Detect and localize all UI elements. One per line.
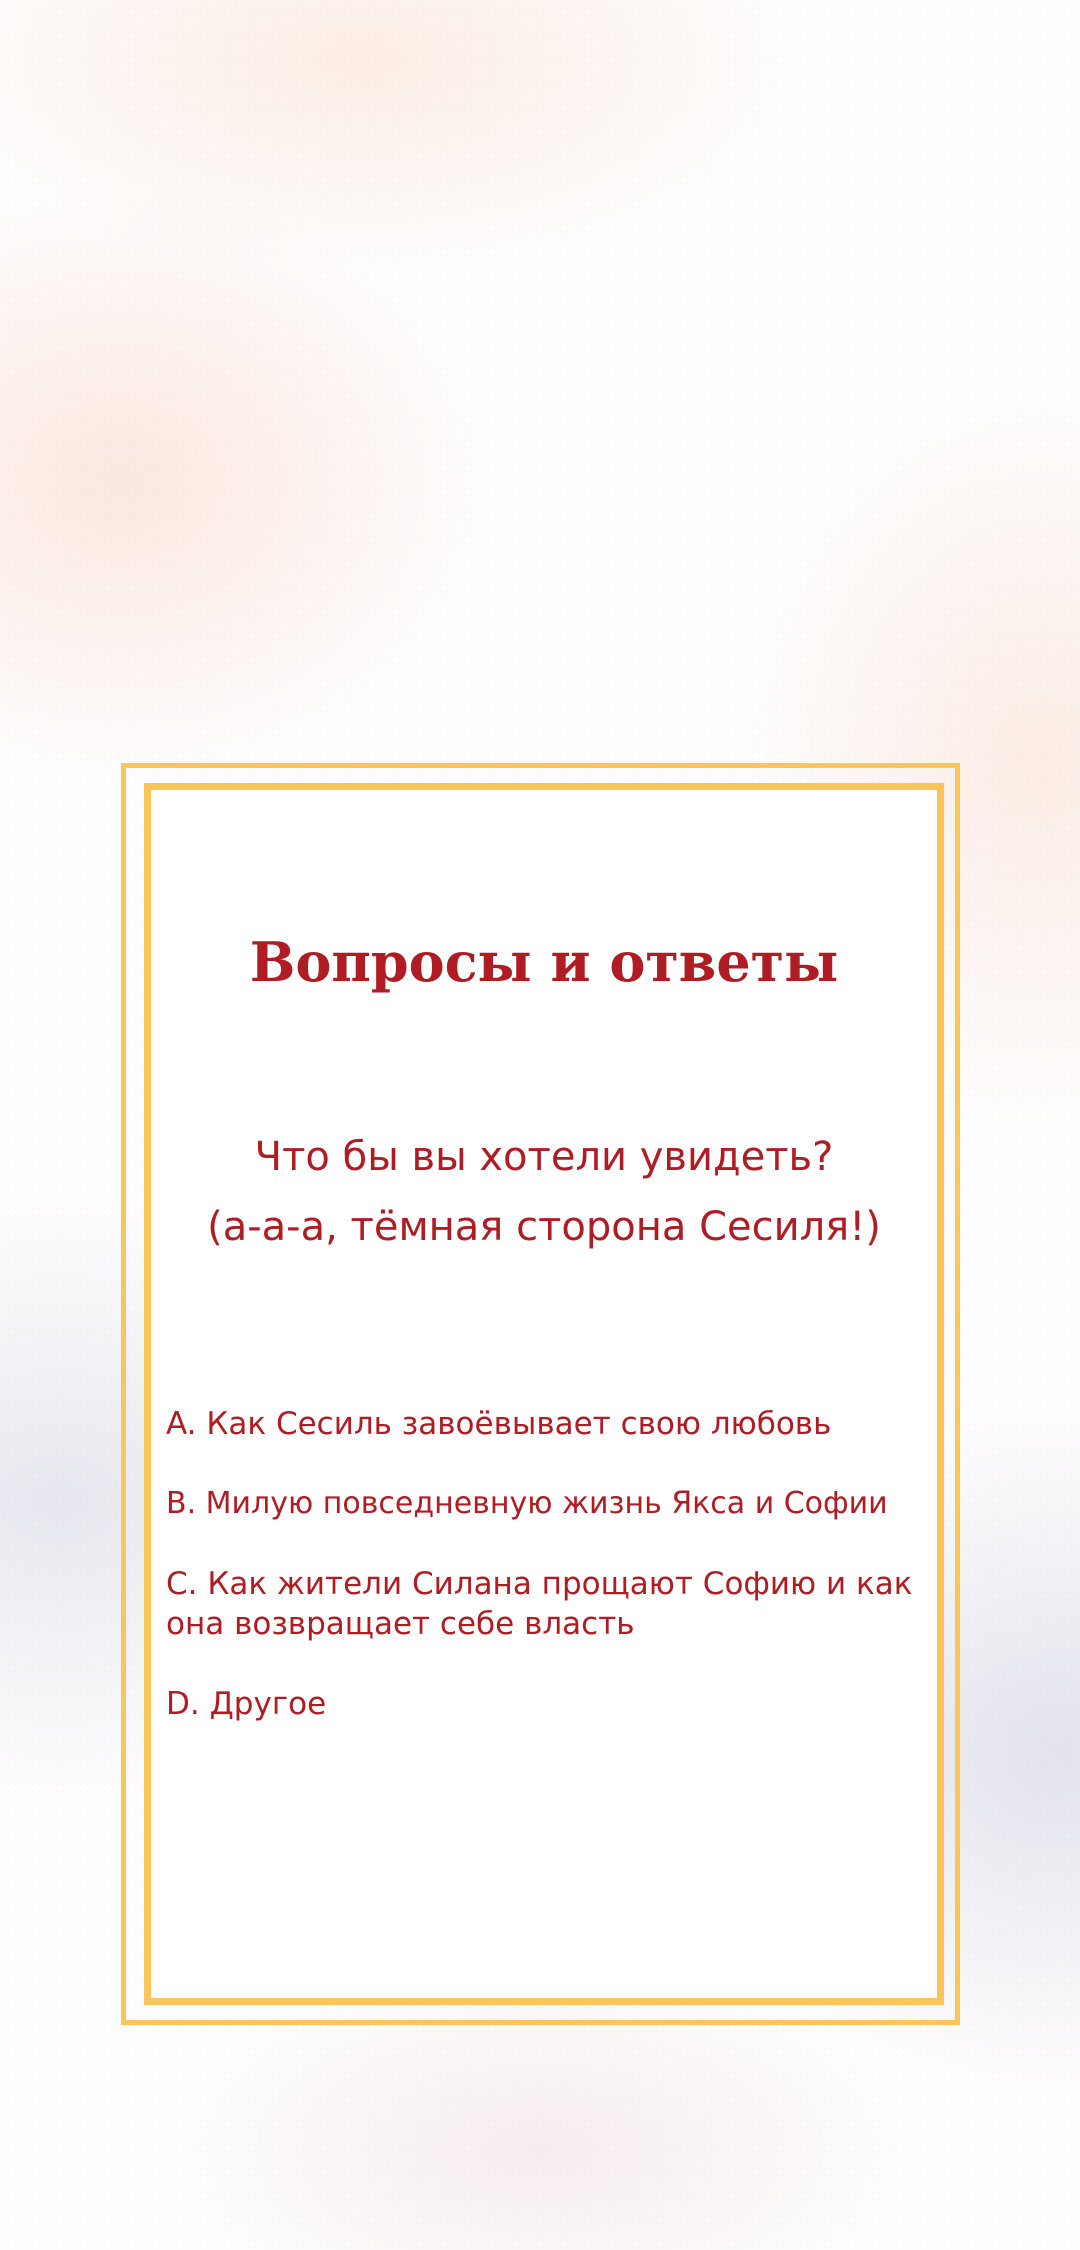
option-b: B. Милую повседневную жизнь Якса и Софии bbox=[166, 1486, 888, 1521]
card-title: Вопросы и ответы bbox=[249, 930, 839, 994]
option-a: A. Как Сесиль завоёвывает свою любовь bbox=[166, 1406, 832, 1442]
answer-options bbox=[166, 1404, 936, 1764]
question-block bbox=[144, 1122, 944, 1262]
option-c: C. Как жители Силана прощают Софию и как она возвращает себе власть bbox=[166, 1566, 913, 1642]
question-line-2: (а-а-а, тёмная сторона Сесиля!) bbox=[207, 1204, 881, 1250]
question-line-1: Что бы вы хотели увидеть? bbox=[254, 1134, 834, 1180]
option-d: D. Другое bbox=[166, 1686, 327, 1722]
